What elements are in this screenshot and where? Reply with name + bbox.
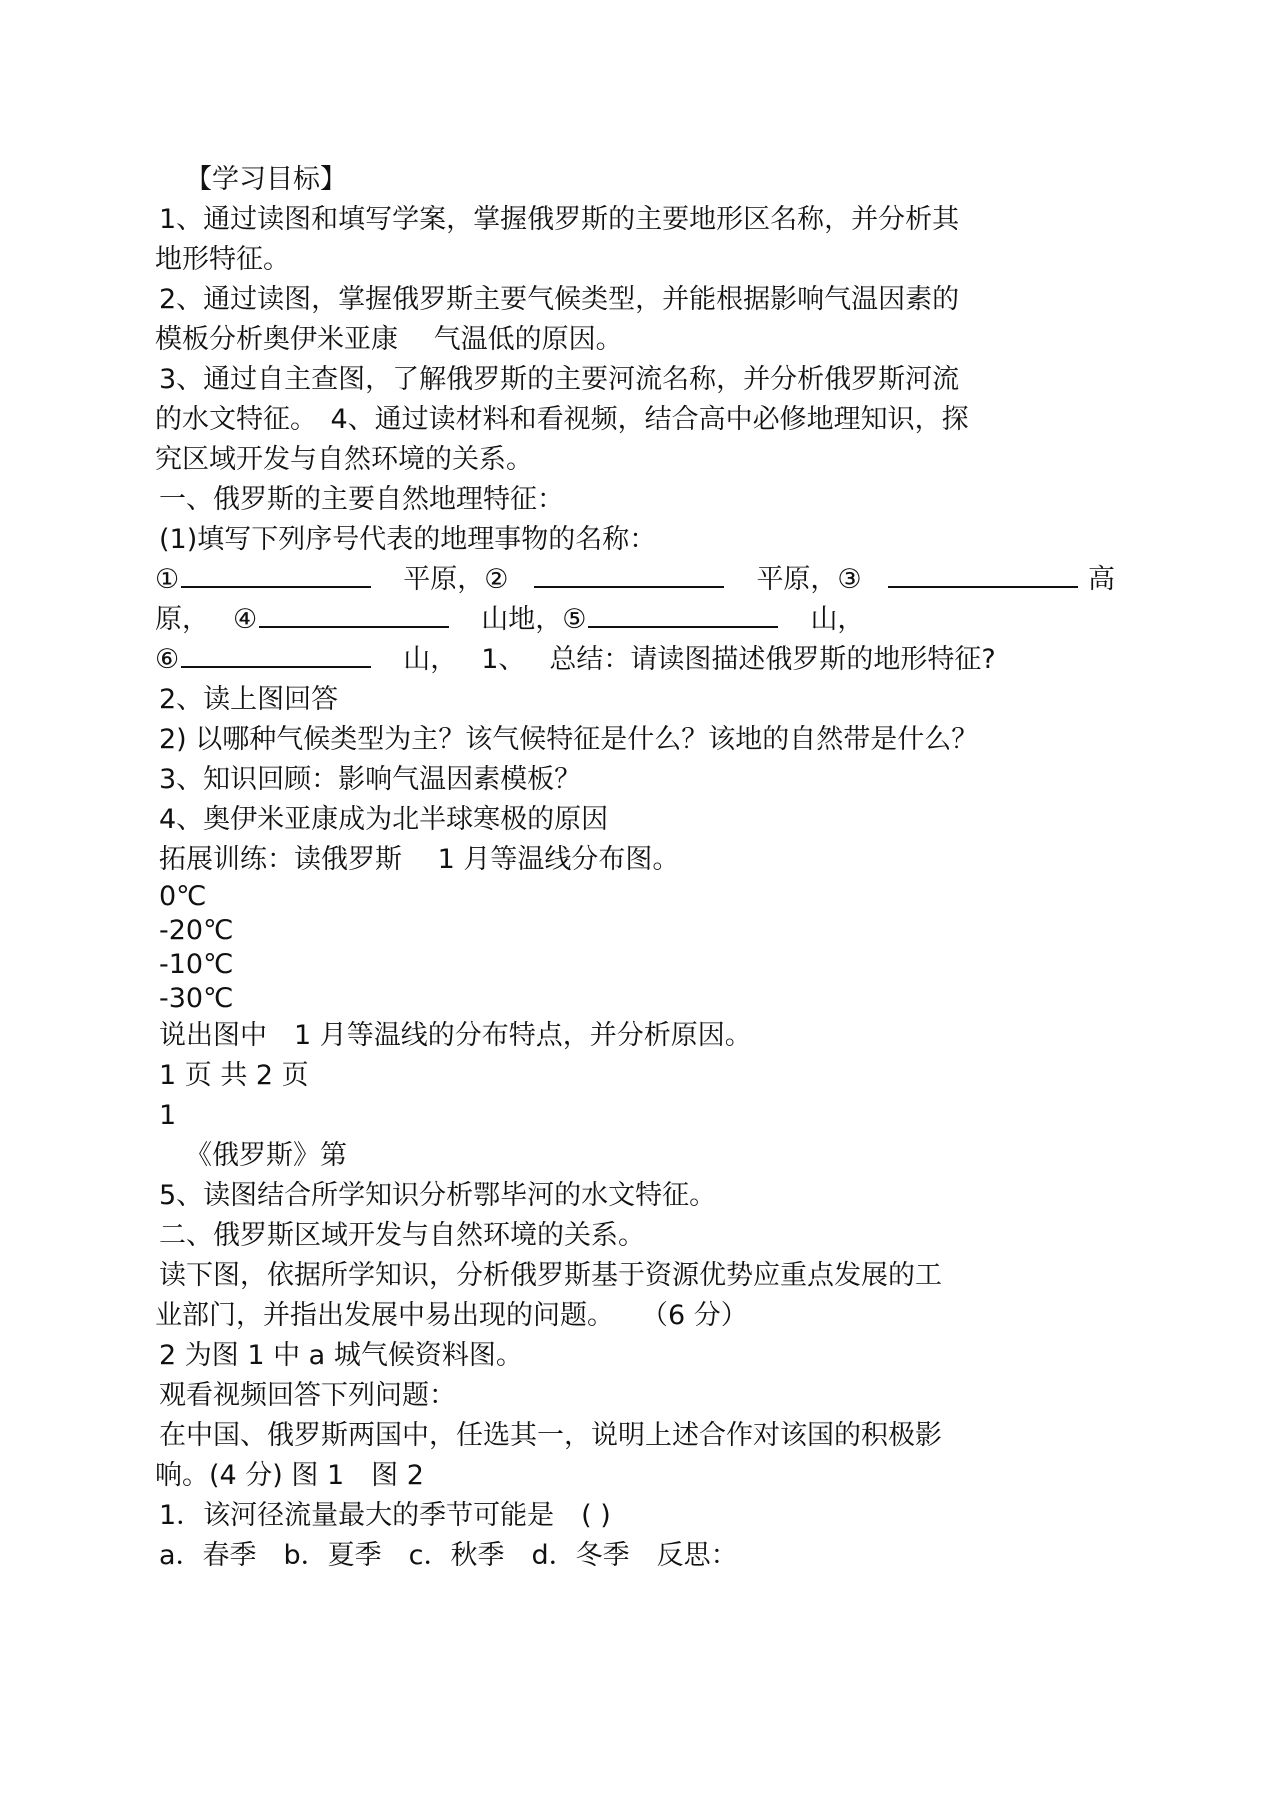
objective-3a: 3、通过自主查图，了解俄罗斯的主要河流名称，并分析俄罗斯河流 [159, 364, 960, 395]
fill-word-5: 山地，⑤ [481, 604, 587, 635]
mc-question-1: 1．该河径流量最大的季节可能是 ( ) [159, 1500, 611, 1531]
section-1-heading: 一、俄罗斯的主要自然地理特征： [159, 484, 564, 515]
page-indicator: 1 页 共 2 页 [159, 1060, 309, 1091]
fill-word-7: 山， [403, 644, 458, 675]
fill-word-2: 平原，③ [756, 564, 862, 595]
fill-word-3: 高 [1088, 564, 1115, 595]
fill-word-8: 1、 [481, 644, 526, 675]
isotherm-minus-30: -30℃ [159, 983, 234, 1014]
blank-3[interactable] [888, 562, 1078, 588]
marker-6: ⑥ [155, 644, 180, 675]
question-4: 4、奥伊米亚康成为北半球寒极的原因 [159, 804, 609, 835]
section-2-heading: 二、俄罗斯区域开发与自然环境的关系。 [159, 1220, 645, 1251]
blank-4[interactable] [259, 602, 449, 628]
cooperation-question-a: 在中国、俄罗斯两国中，任选其一，说明上述合作对该国的积极影 [159, 1420, 942, 1451]
fill-word-4: 原， [155, 604, 209, 635]
document-page [155, 160, 1115, 1576]
climate-figure-caption: 2 为图 1 中 a 城气候资料图。 [159, 1340, 523, 1371]
question-5: 5、读图结合所学知识分析鄂毕河的水文特征。 [159, 1180, 717, 1211]
industry-question-b: 业部门，并指出发展中易出现的问题。 （6 分） [155, 1300, 748, 1331]
objective-3b: 的水文特征。 4、通过读材料和看视频，结合高中必修地理知识，探 [155, 404, 969, 435]
video-question: 观看视频回答下列问题： [159, 1380, 456, 1411]
blank-6[interactable] [181, 642, 371, 668]
objective-2a: 2、通过读图，掌握俄罗斯主要气候类型，并能根据影响气温因素的 [159, 284, 960, 315]
objective-1a: 1、通过读图和填写学案，掌握俄罗斯的主要地形区名称，并分析其 [159, 204, 960, 235]
objective-1b: 地形特征。 [155, 244, 290, 275]
mc-options: a．春季 b．夏季 c．秋季 d．冬季 反思： [159, 1540, 738, 1571]
question-2-sub: 2) 以哪种气候类型为主？该气候特征是什么？该地的自然带是什么？ [159, 724, 979, 755]
page-number: 1 [159, 1100, 177, 1131]
fill-line-1 [155, 560, 1115, 600]
isotherm-minus-10: -10℃ [159, 949, 234, 980]
header-title: 【学习目标】 [185, 164, 347, 195]
blank-1[interactable] [181, 562, 371, 588]
blank-2[interactable] [534, 562, 724, 588]
isotherm-minus-20: -20℃ [159, 915, 234, 946]
objective-3c: 究区域开发与自然环境的关系。 [155, 444, 533, 475]
extension-training: 拓展训练：读俄罗斯 1 月等温线分布图。 [159, 844, 680, 875]
fill-word-6: 山， [810, 604, 865, 635]
industry-question-a: 读下图，依据所学知识，分析俄罗斯基于资源优势应重点发展的工 [159, 1260, 942, 1291]
question-2: 2、读上图回答 [159, 684, 339, 715]
cooperation-question-b: 响。(4 分) 图 1 图 2 [155, 1460, 424, 1491]
isotherm-question: 说出图中 1 月等温线的分布特点，并分析原因。 [159, 1020, 752, 1051]
fill-line-3 [155, 640, 1115, 680]
blank-5[interactable] [588, 602, 778, 628]
question-1: (1)填写下列序号代表的地理事物的名称： [159, 524, 657, 555]
doc-title-fragment: 《俄罗斯》第 [185, 1140, 347, 1171]
fill-word-9: 总结：请读图描述俄罗斯的地形特征? [549, 644, 996, 675]
marker-1: ① [155, 564, 180, 595]
marker-4: ④ [233, 604, 258, 635]
fill-line-2 [155, 600, 1115, 640]
question-3: 3、知识回顾：影响气温因素模板？ [159, 764, 582, 795]
objective-2b: 模板分析奥伊米亚康 气温低的原因。 [155, 324, 623, 355]
isotherm-0: 0℃ [159, 881, 207, 912]
fill-word-1: 平原，② [403, 564, 509, 595]
